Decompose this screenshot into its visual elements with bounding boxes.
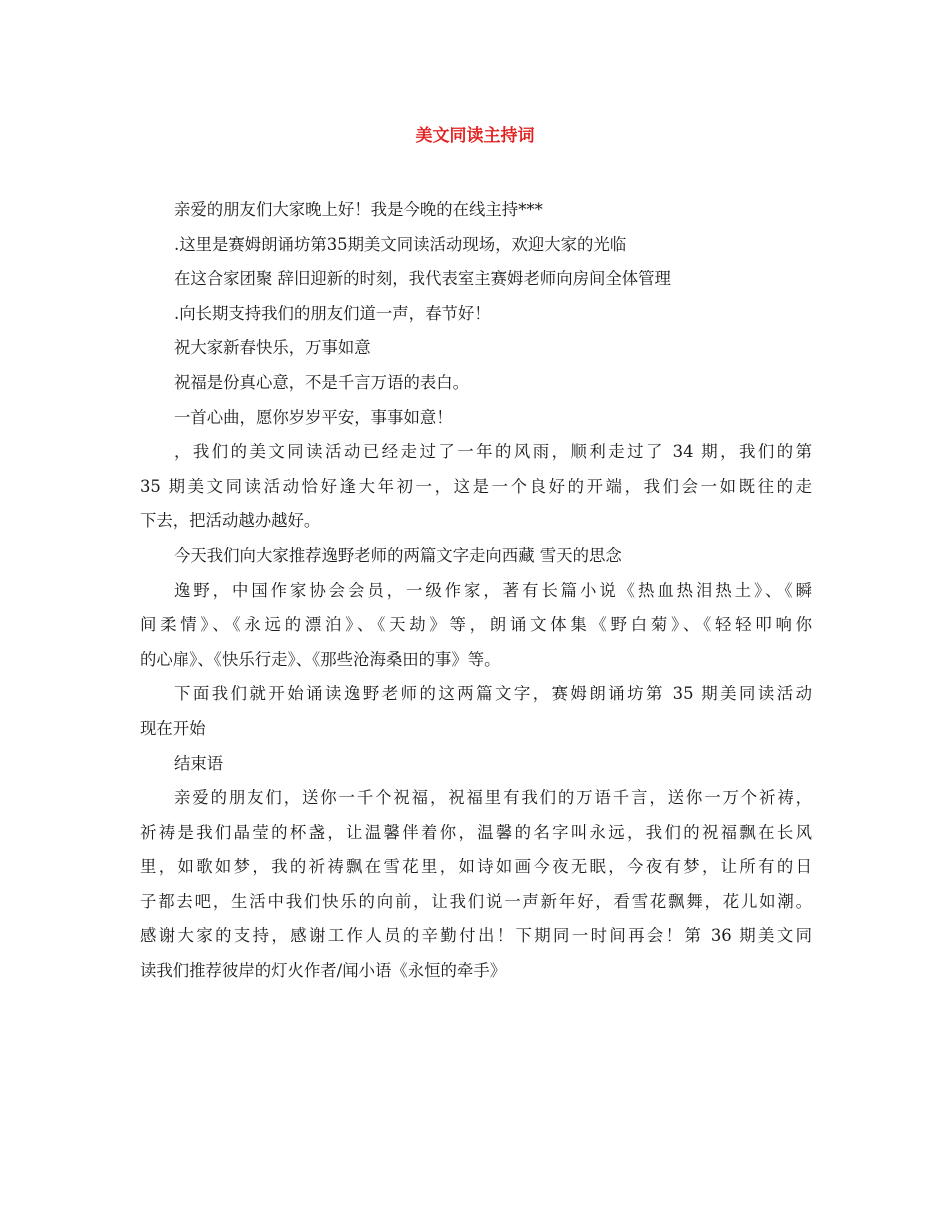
text-line: 里，如歌如梦，我的祈祷飘在雪花里，如诗如画今夜无眠，今夜有梦，让所有的日	[140, 857, 812, 877]
document-body	[140, 193, 812, 989]
text-line: 祈祷是我们晶莹的杯盏，让温馨伴着你，温馨的名字叫永远，我们的祝福飘在长风	[140, 822, 812, 842]
text-line: 在这合家团聚 辞旧迎新的时刻，我代表室主赛姆老师向房间全体管理	[174, 269, 671, 289]
text-line: 祝大家新春快乐，万事如意	[174, 338, 371, 358]
text-line: 感谢大家的支持，感谢工作人员的辛勤付出！下期同一时间再会！第 36 期美文同	[140, 926, 812, 946]
text-line: .向长期支持我们的朋友们道一声，春节好！	[174, 303, 491, 323]
document-title: 美文同读主持词	[415, 126, 535, 146]
text-line: 读我们推荐彼岸的灯火作者/闻小语《永恒的牵手》	[140, 961, 507, 981]
text-line: 今天我们向大家推荐逸野老师的两篇文字走向西藏 雪天的思念	[174, 545, 622, 565]
text-line: .这里是赛姆朗诵坊第35期美文同读活动现场，欢迎大家的光临	[174, 234, 627, 254]
text-line: ，我们的美文同读活动已经走过了一年的风雨，顺利走过了 34 期，我们的第	[174, 442, 812, 462]
text-line: 现在开始	[140, 718, 206, 738]
text-line: 35 期美文同读活动恰好逢大年初一，这是一个良好的开端，我们会一如既往的走	[140, 476, 812, 496]
text-line: 亲爱的朋友们大家晚上好！我是今晚的在线主持***	[174, 200, 543, 219]
text-line: 祝福是份真心意，不是千言万语的表白。	[174, 372, 470, 392]
text-line: 亲爱的朋友们，送你一千个祝福，祝福里有我们的万语千言，送你一万个祈祷，	[174, 788, 812, 808]
text-line: 间柔情》、《永远的漂泊》、《天劫》等，朗诵文体集《野白菊》、《轻轻叩响你	[140, 615, 812, 635]
text-line: 下面我们就开始诵读逸野老师的这两篇文字，赛姆朗诵坊第 35 期美同读活动	[174, 684, 812, 704]
text-line: 结束语	[174, 753, 224, 773]
text-line: 下去，把活动越办越好。	[140, 511, 321, 531]
text-line: 一首心曲，愿你岁岁平安，事事如意！	[174, 407, 453, 427]
text-line: 的心扉》、《快乐行走》、《那些沧海桑田的事》等。	[140, 649, 501, 669]
text-line: 逸野，中国作家协会会员，一级作家，著有长篇小说《热血热泪热土》、《瞬	[174, 580, 812, 600]
text-line: 子都去吧，生活中我们快乐的向前，让我们说一声新年好，看雪花飘舞，花儿如潮。	[140, 891, 812, 911]
